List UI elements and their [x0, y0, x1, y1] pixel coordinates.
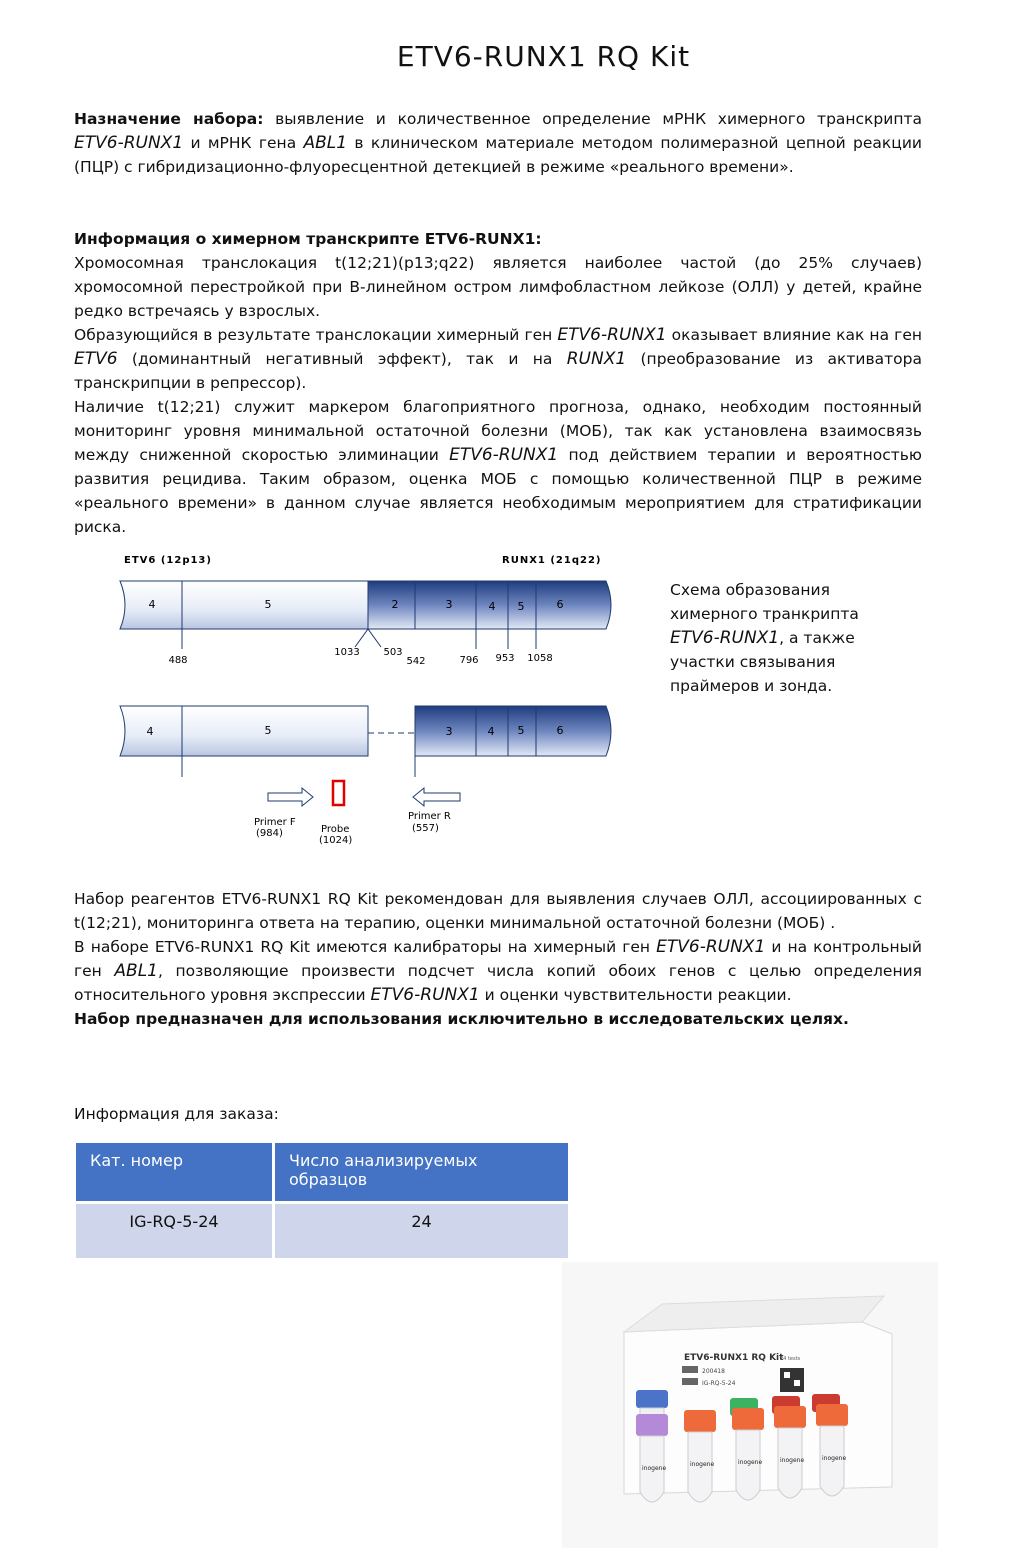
- column-header-samples: Число анализируемых образцов: [274, 1142, 570, 1203]
- tube-brand-3: inogene: [738, 1459, 763, 1466]
- cell-cat-number: IG-RQ-5-24: [75, 1203, 274, 1260]
- gene-runx1: RUNX1: [566, 349, 627, 369]
- usage-p2-text-c: , позволяющие произвести подсчет числа копий обоих генов с целью определения относительного уровня экспрессии: [74, 962, 922, 1004]
- tube-brand-1: inogene: [642, 1465, 667, 1472]
- purpose-label: Назначение набора:: [74, 110, 264, 128]
- info-p2-text-a: Образующийся в результате транслокации химерный ген: [74, 326, 558, 344]
- top-exon-1: 4: [148, 598, 156, 611]
- tube-brand-2: inogene: [690, 1461, 715, 1468]
- order-table: [73, 1140, 571, 1261]
- runx1-segment-bottom: [415, 706, 611, 756]
- etv6-segment-bottom: [120, 706, 368, 756]
- research-use-note: Набор предназначен для использования исключительно в исследовательских целях.: [74, 1010, 849, 1028]
- bottom-exon-3: 3: [445, 725, 453, 738]
- pos-1058: 1058: [527, 653, 553, 664]
- etv6-segment-top: [120, 581, 368, 629]
- gene-etv6-runx1: ETV6-RUNX1: [74, 133, 184, 153]
- info-p2-text-c: (доминантный негативный эффект), так и на: [117, 350, 567, 368]
- gene-etv6-runx1: ETV6-RUNX1: [670, 628, 780, 648]
- primer-r-arrow-icon: [413, 788, 460, 806]
- label-runx1: RUNX1 (21q22): [502, 555, 602, 566]
- top-exon-4: 3: [445, 598, 453, 611]
- top-exon-2: 5: [264, 598, 272, 611]
- probe-marker-icon: [333, 781, 344, 805]
- gene-etv6: ETV6: [74, 349, 118, 369]
- tube-brand-5: inogene: [822, 1455, 847, 1462]
- pos-503: 503: [383, 647, 403, 658]
- info-p3-text-b: под действием терапии и вероятностью развития рецидива. Таким образом, оценка МОБ с помощью количественной ПЦР в режиме «реального времени» в данном случае является необходимым мероприятием для стратификации риска.: [74, 446, 922, 536]
- usage-p2-text-d: и оценки чувствительности реакции.: [479, 986, 792, 1004]
- purpose-text-3: в клиническом материале методом полимеразной цепной реакции (ПЦР) с гибридизационно-флуоресцентной детекцией в режиме «реального времени».: [74, 134, 922, 176]
- page-title: ETV6-RUNX1 RQ Kit: [396, 40, 691, 73]
- purpose-text-2: и мРНК гена: [183, 134, 304, 152]
- info-p2-text-b: оказывает влияние как на ген: [666, 326, 922, 344]
- usage-section: [74, 887, 922, 1031]
- pos-953: 953: [495, 653, 515, 664]
- tube-brand-4: inogene: [780, 1457, 805, 1464]
- primer-r-position: (557): [412, 823, 439, 834]
- info-heading: Информация о химерном транскрипте ETV6-RUNX1:: [74, 230, 542, 248]
- probe-label: Probe: [321, 824, 350, 835]
- usage-paragraph-1: Набор реагентов ETV6-RUNX1 RQ Kit рекомендован для выявления случаев ОЛЛ, ассоциированных с t(12;21), мониторинга ответа на терапию, оценки минимальной остаточной болезни (МОБ) .: [74, 890, 922, 932]
- gene-abl1: ABL1: [114, 961, 159, 981]
- top-exon-3: 2: [391, 598, 399, 611]
- order-table-header: [75, 1142, 570, 1203]
- box-title: ETV6-RUNX1 RQ Kit: [684, 1353, 784, 1363]
- info-paragraph-1: Хромосомная транслокация t(12;21)(p13;q22) является наиболее частой (до 25% случаев) хромосомной перестройкой при В-линейном остром лимфобластном лейкозе (ОЛЛ) у детей, крайне редко встречаясь у взрослых.: [74, 254, 922, 320]
- bottom-exon-5: 5: [517, 724, 525, 737]
- gene-etv6-runx1: ETV6-RUNX1: [656, 937, 766, 957]
- diagram-caption: [670, 578, 900, 698]
- column-header-cat: Кат. номер: [75, 1142, 274, 1203]
- pos-1033: 1033: [334, 647, 360, 658]
- gene-etv6-runx1: ETV6-RUNX1: [370, 985, 480, 1005]
- primer-f-label: Primer F: [254, 817, 296, 828]
- purpose-paragraph: [74, 107, 922, 179]
- bottom-exon-1: 4: [146, 725, 154, 738]
- info-p3-text-a: Наличие t(12;21) служит маркером благоприятного прогноза, однако, необходим постоянный мониторинг уровня минимальной остаточной болезни (МОБ), так как установлена взаимосвязь между сниженной скоростью элиминации: [74, 398, 922, 464]
- gene-etv6-runx1: ETV6-RUNX1: [449, 445, 559, 465]
- usage-p2-text-a: В наборе ETV6-RUNX1 RQ Kit имеются калибраторы на химерный ген: [74, 938, 657, 956]
- bottom-exon-6: 6: [556, 724, 564, 737]
- caption-text-2: , а также участки связывания праймеров и зонда.: [670, 629, 855, 695]
- caption-text-1: Схема образования химерного транкрипта: [670, 581, 859, 623]
- pos-542: 542: [406, 656, 426, 667]
- gene-etv6-runx1: ETV6-RUNX1: [557, 325, 667, 345]
- product-photo: [562, 1262, 938, 1548]
- usage-p2-text-b: и на контрольный ген: [74, 938, 922, 980]
- top-exon-5: 4: [488, 600, 496, 613]
- primer-f-position: (984): [256, 828, 283, 839]
- bottom-exon-2: 5: [264, 724, 272, 737]
- gene-abl1: ABL1: [303, 133, 348, 153]
- primer-f-arrow-icon: [268, 788, 313, 806]
- top-exon-6: 5: [517, 600, 525, 613]
- box-ref: IG-RQ-5-24: [702, 1380, 736, 1387]
- box-tests: 24 tests: [780, 1356, 801, 1362]
- bottom-exon-4: 4: [487, 725, 495, 738]
- cell-samples: 24: [274, 1203, 570, 1260]
- probe-position: (1024): [319, 835, 353, 846]
- primer-r-label: Primer R: [408, 811, 451, 822]
- purpose-text-1: выявление и количественное определение мРНК химерного транскрипта: [263, 110, 922, 128]
- info-p2-text-d: (преобразование из активатора транскрипции в репрессор).: [74, 350, 922, 392]
- top-exon-7: 6: [556, 598, 564, 611]
- pos-488: 488: [168, 655, 188, 666]
- info-section: [74, 227, 922, 539]
- order-heading: Информация для заказа:: [74, 1105, 279, 1123]
- pos-796: 796: [459, 655, 479, 666]
- table-row: [75, 1203, 570, 1260]
- fusion-diagram: [110, 545, 650, 855]
- box-lot: 200418: [702, 1368, 725, 1375]
- label-etv6: ETV6 (12p13): [124, 555, 212, 566]
